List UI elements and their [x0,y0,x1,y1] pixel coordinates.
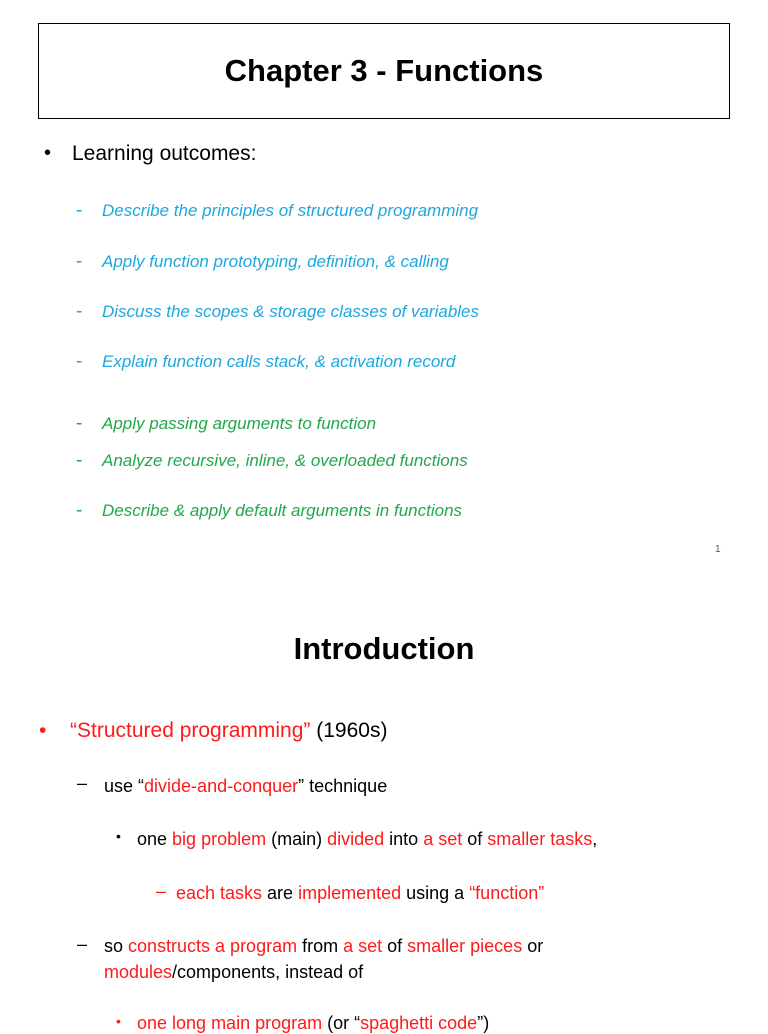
outcome-item: Apply passing arguments to function [102,414,377,433]
outcome-item: Analyze recursive, inline, & overloaded functions [102,451,468,470]
dash-icon: – [156,881,167,901]
learning-outcomes-label: Learning outcomes: [72,142,257,165]
dash-icon: – [77,934,88,954]
slide2-title: Introduction [293,631,475,666]
spaghetti-line: one long main program (or “spaghetti code”) [137,1013,490,1033]
bullet-icon: • [116,828,121,844]
modules-line: modules/components, instead of [104,962,364,982]
constructs-line: so constructs a program from a set of smaller pieces or [104,936,544,956]
outcome-item: Describe & apply default arguments in functions [102,501,463,520]
dash-icon: - [76,351,83,372]
bullet-icon: • [44,142,52,164]
bullet-icon: • [116,1013,121,1029]
dash-icon: - [76,301,83,322]
slide1-title-box [38,23,730,119]
dash-icon: – [77,773,88,793]
slide1-title: Chapter 3 - Functions [224,53,544,88]
page-number: 1 [715,544,721,555]
divide-conquer-line: use “divide-and-conquer” technique [104,776,388,796]
dash-icon: - [76,500,83,521]
dash-icon: - [76,251,83,272]
outcome-item: Describe the principles of structured programming [102,201,479,220]
dash-icon: - [76,413,83,434]
problem-line: one big problem (main) divided into a set of smaller tasks, [137,829,598,849]
structured-years: (1960s) [310,719,388,742]
structured-label: “Structured programming” [70,719,311,742]
outcome-item: Discuss the scopes & storage classes of variables [102,302,480,321]
bullet-icon: • [39,719,47,742]
outcome-item: Apply function prototyping, definition, & calling [102,252,449,271]
outcome-item: Explain function calls stack, & activation record [102,352,456,371]
structured-programming-line [70,719,387,743]
dash-icon: - [76,200,83,221]
dash-icon: - [76,450,83,471]
tasks-line: each tasks are implemented using a “function” [176,883,545,903]
